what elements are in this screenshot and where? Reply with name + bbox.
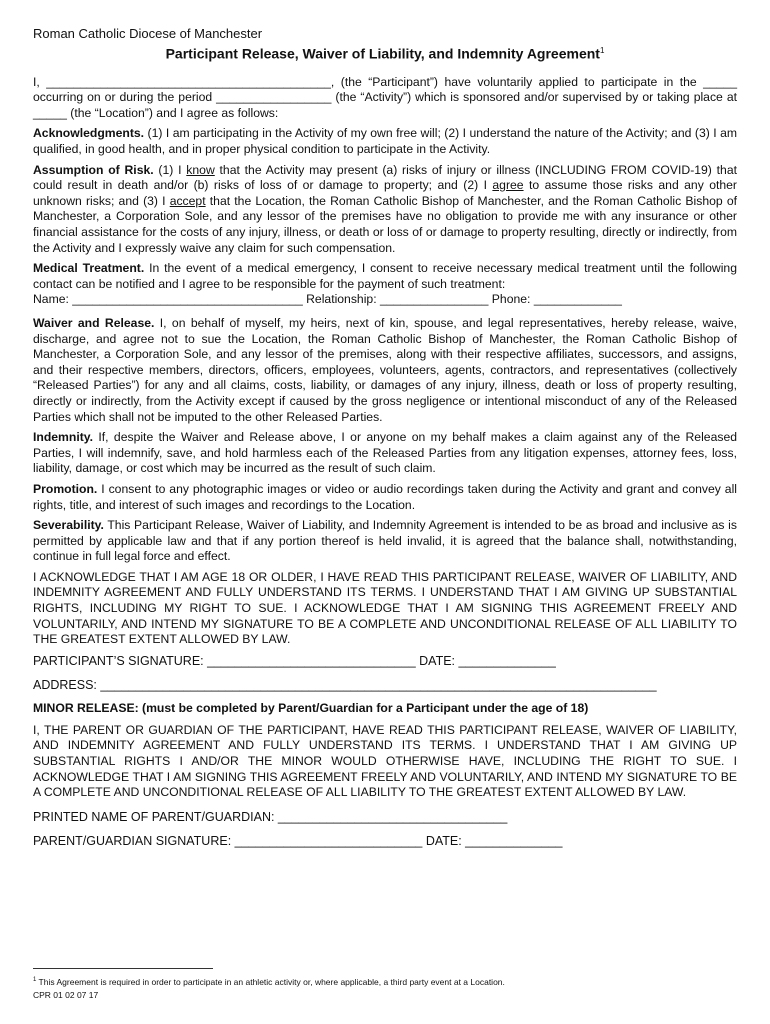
- waiver-release-heading: Waiver and Release.: [33, 315, 155, 330]
- assumption-of-risk-paragraph: [33, 163, 737, 257]
- title-text: Participant Release, Waiver of Liability, and Indemnity Agreement: [165, 45, 600, 62]
- severability-text: This Participant Release, Waiver of Liability, and Indemnity Agreement is intended to be as broad and inclusive as is permitted by applicable law and that if any portion thereof is held invalid, it is agreed that the balance shall, notwithstanding, continue in full legal force and effect.: [33, 518, 737, 564]
- form-code: CPR 01 02 07 17: [33, 990, 99, 1000]
- printed-name-parent-field[interactable]: PRINTED NAME OF PARENT/GUARDIAN: _________________________________: [33, 809, 508, 824]
- participant-signature-field[interactable]: PARTICIPANT’S SIGNATURE: ______________________________ DATE: ______________: [33, 653, 556, 668]
- indemnity-heading: Indemnity.: [33, 430, 94, 445]
- emergency-contact-line[interactable]: Name: __________________________________ Relationship: ________________ Phone: _____________: [33, 292, 622, 307]
- medical-treatment-paragraph: [33, 261, 737, 292]
- acknowledgments-heading: Acknowledgments.: [33, 126, 145, 141]
- risk-text-4: that the Location, the Roman Catholic Bishop of Manchester, and the Roman Catholic Bishop of Manchester, a Corporation Sole, and any lessor of the premises have no obligation to provide me with any insurance or other financial assistance for the costs of any injury, illness, or death or loss of or damage to property resulting, directly or indirectly, from the Activity and I expressly waive any claim for such compensation.: [33, 193, 737, 255]
- indemnity-text: If, despite the Waiver and Release above, I or anyone on my behalf makes a claim against any of the Released Parties, I will indemnify, save, and hold harmless each of the Released Parties from any litigation expenses, attorney fees, loss, liability, damage, or cost which may be incurred as the result of such claim.: [33, 430, 737, 476]
- minor-release-statement: I, THE PARENT OR GUARDIAN OF THE PARTICIPANT, HAVE READ THIS PARTICIPANT RELEASE, WAIVER OF LIABILITY, AND INDEMNITY AGREEMENT AND FULLY UNDERSTAND ITS TERMS. I UNDERSTAND THAT I AM GIVING UP SUBSTANTIAL RIGHTS I AND/OR THE MINOR WOULD OTHERWISE HAVE, INCLUDING THE RIGHT TO SUE. I ACKNOWLEDGE THAT I AM SIGNING THIS AGREEMENT FREELY AND VOLUNTARILY, AND INTEND MY SIGNATURE TO BE A COMPLETE AND UNCONDITIONAL RELEASE OF ALL LIABILITY TO THE GREATEST EXTENT ALLOWED BY LAW.: [33, 722, 737, 800]
- indemnity-paragraph: [33, 430, 737, 477]
- organization-name: Roman Catholic Diocese of Manchester: [33, 26, 263, 41]
- footnote-text: This Agreement is required in order to participate in an athletic activity or, where applicable, a third party event at a Location.: [36, 976, 505, 987]
- severability-paragraph: [33, 518, 737, 565]
- minor-release-heading: MINOR RELEASE: (must be completed by Parent/Guardian for a Participant under the age of 18): [33, 700, 589, 715]
- promotion-text: I consent to any photographic images or video or audio recordings taken during the Activity and grant and convey all rights, title, and interest of such images and recordings to the Location.: [33, 481, 737, 512]
- footnote-marker: 1: [33, 977, 37, 983]
- waiver-release-paragraph: [33, 316, 737, 425]
- acknowledgments-paragraph: [33, 126, 737, 157]
- risk-agree-word: agree: [492, 178, 524, 193]
- intro-paragraph: I, __________________________________________, (the “Participant”) have voluntarily applied to participate in the _____ occurring on or during the period _________________ (the “Activity”) which is sponsored and/or supervised by or taking place at _____ (the “Location”) and I agree as follows:: [33, 74, 737, 120]
- risk-text-2: that the Activity may present (a) risks of injury or illness (INCLUDING FROM COVID-19) that could result in death and/or (b) risks of loss of or damage to property; and (2) I: [33, 162, 737, 193]
- medical-treatment-text: In the event of a medical emergency, I consent to receive necessary medical treatment until the following contact can be notified and I agree to be responsible for the payment of such treatment:: [33, 261, 737, 291]
- risk-know-word: know: [186, 162, 215, 177]
- severability-heading: Severability.: [33, 518, 104, 533]
- risk-text-3: to assume those risks and any other unknown risks; and (3) I: [33, 178, 737, 208]
- medical-treatment-heading: Medical Treatment.: [33, 261, 145, 276]
- risk-accept-word: accept: [169, 193, 206, 208]
- footnote: [33, 975, 505, 988]
- promotion-paragraph: [33, 482, 737, 513]
- acknowledgments-text: (1) I am participating in the Activity of my own free will; (2) I understand the nature of the Activity; and (3) I am qualified, in good health, and in proper physical condition to participate in the Activity.: [33, 126, 737, 157]
- acknowledgment-statement: I ACKNOWLEDGE THAT I AM AGE 18 OR OLDER, I HAVE READ THIS PARTICIPANT RELEASE, WAIVER OF LIABILITY, AND INDEMNITY AGREEMENT AND FULLY UNDERSTAND ITS TERMS. I UNDERSTAND THAT I AM GIVING UP SUBSTANTIAL RIGHTS, INCLUDING MY RIGHT TO SUE. I ACKNOWLEDGE THAT I AM SIGNING THIS AGREEMENT FREELY AND VOLUNTARILY, AND INTEND MY SIGNATURE TO BE A COMPLETE AND UNCONDITIONAL RELEASE OF ALL LIABILITY TO THE GREATEST EXTENT ALLOWED BY LAW.: [33, 569, 737, 647]
- document-title: [33, 42, 737, 63]
- risk-text-1: (1) I: [153, 162, 187, 177]
- footnote-divider: [33, 968, 213, 969]
- address-field[interactable]: ADDRESS: ________________________________________________________________________________: [33, 677, 657, 692]
- promotion-heading: Promotion.: [33, 481, 98, 496]
- parent-signature-field[interactable]: PARENT/GUARDIAN SIGNATURE: ___________________________ DATE: ______________: [33, 833, 563, 848]
- assumption-of-risk-heading: Assumption of Risk.: [33, 162, 154, 177]
- waiver-release-text: I, on behalf of myself, my heirs, next of kin, spouse, and legal representatives, hereby release, waive, discharge, and agree not to sue the Location, the Roman Catholic Bishop of Manchester, the Roman Catholic Bishop of Manchester, a Corporation Sole, and any lessor of the premises, along with their respective affiliates, successors, and assigns, and their respective members, directors, officers, employees, volunteers, agents, contractors, and representatives (collectively “Released Parties”) for any and all claims, costs, liability, or damages of any injury, illness, death or loss of property resulting, directly or indirectly, from the Activity except if caused by the gross negligence or intentional misconduct of any of the Released Parties which shall not be imputed to the other Released Parties.: [33, 315, 737, 424]
- title-footnote-marker: 1: [599, 46, 605, 55]
